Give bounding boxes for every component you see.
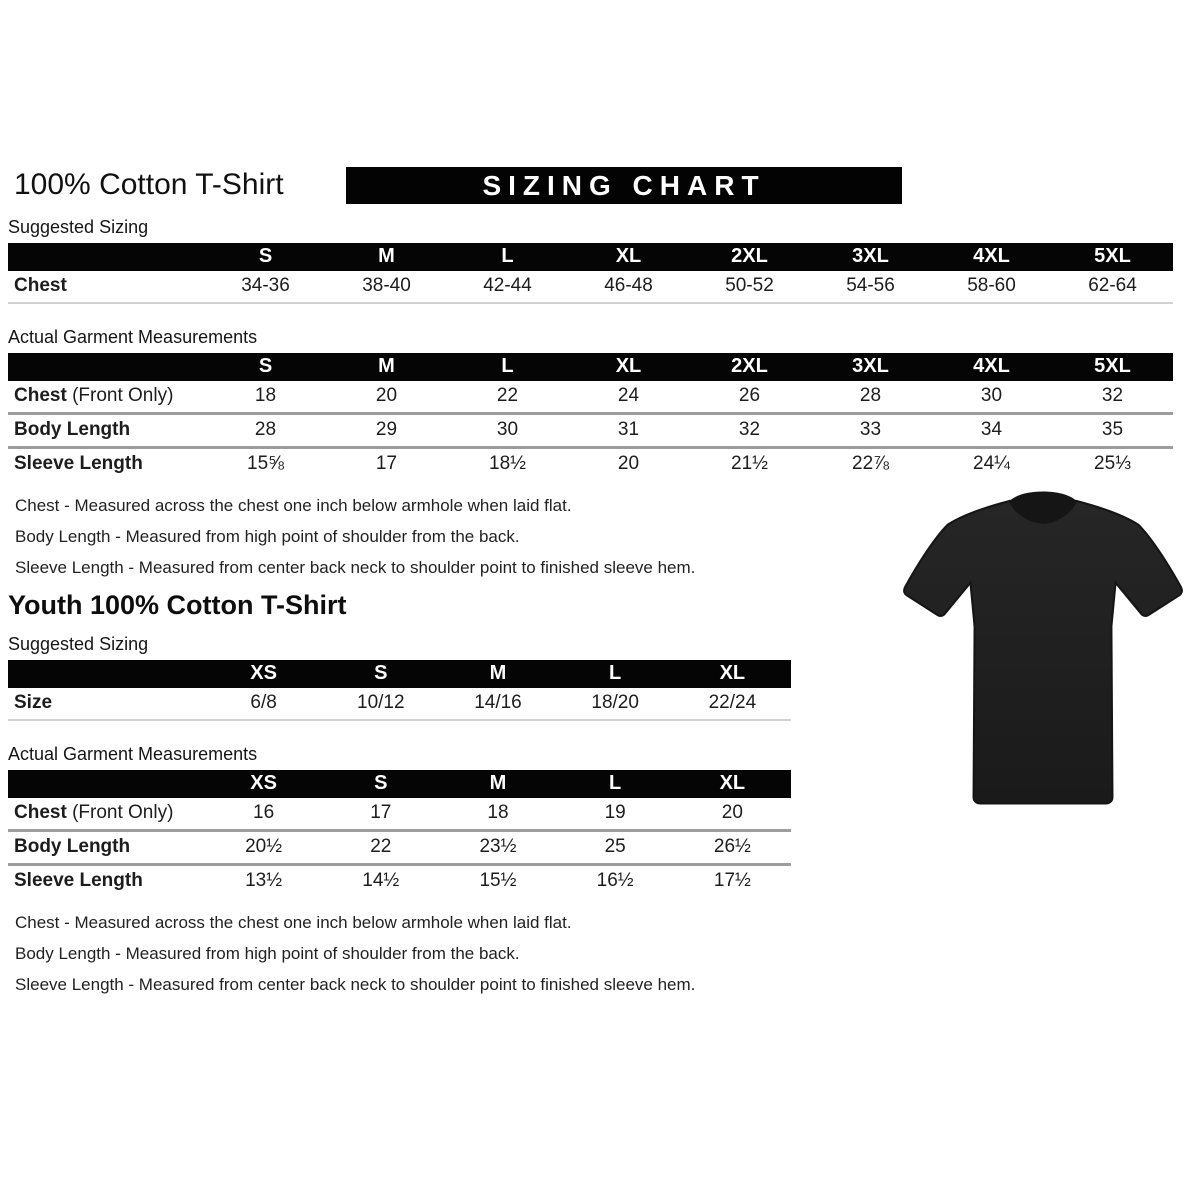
size-column-header: 5XL [1052, 243, 1173, 271]
value-cell: 32 [689, 414, 810, 448]
note-line: Body Length - Measured from high point of shoulder from the back. [15, 527, 520, 546]
table-row [8, 381, 1173, 414]
table-row [8, 831, 791, 865]
size-column-header: 4XL [931, 243, 1052, 271]
value-cell: 19 [604, 802, 626, 823]
tshirt-icon [886, 476, 1200, 818]
size-column-header: 4XL [931, 353, 1052, 381]
size-column-header: XL [674, 770, 791, 798]
table-row [8, 688, 791, 720]
note-line: Body Length - Measured from high point of shoulder from the back. [15, 944, 520, 963]
value-cell: 28 [859, 385, 882, 406]
value-cell: 31 [568, 414, 689, 448]
header-spacer-cell [8, 243, 205, 271]
value-cell: 23½ [439, 831, 556, 865]
youth-suggested-sizing-table [8, 660, 791, 721]
adult-suggested-sizing-label: Suggested Sizing [8, 217, 149, 237]
value-cell: 62-64 [1052, 271, 1173, 303]
table-row [8, 414, 1173, 448]
header-row [0, 0, 1200, 204]
size-column-header: S [322, 770, 439, 798]
row-label-cell: Sleeve Length [8, 865, 205, 898]
value-cell: 18 [487, 802, 509, 823]
value-cell: 13½ [205, 865, 322, 898]
value-cell: 35 [1052, 414, 1173, 448]
size-column-header: M [439, 770, 556, 798]
value-cell: 21½ [689, 448, 810, 481]
value-cell: 24 [617, 385, 640, 406]
value-cell: 20 [721, 802, 743, 823]
size-column-header: L [557, 770, 674, 798]
header-spacer-cell [8, 770, 205, 798]
note-line: Sleeve Length - Measured from center back neck to shoulder point to finished sleeve hem. [15, 975, 696, 994]
size-column-header: S [205, 353, 326, 381]
value-cell: 30 [980, 385, 1003, 406]
value-cell: 30 [447, 414, 568, 448]
value-cell: 34 [931, 414, 1052, 448]
size-header-row [8, 243, 1173, 271]
size-column-header: 5XL [1052, 353, 1173, 381]
value-cell: 26½ [674, 831, 791, 865]
size-column-header: L [447, 353, 568, 381]
size-column-header: L [447, 243, 568, 271]
adult-measurements-table [8, 353, 1173, 480]
header-spacer-cell [8, 660, 205, 688]
size-column-header: 3XL [810, 353, 931, 381]
row-label-cell: Chest (Front Only) [14, 385, 174, 406]
value-cell: 16 [253, 802, 275, 823]
note-line: Sleeve Length - Measured from center back neck to shoulder point to finished sleeve hem. [15, 558, 696, 577]
row-label-cell: Body Length [8, 831, 205, 865]
size-header-row [8, 770, 791, 798]
table-row [8, 271, 1173, 303]
row-label-cell: Body Length [8, 414, 205, 448]
value-cell: 46-48 [568, 271, 689, 303]
size-column-header: XL [568, 353, 689, 381]
value-cell: 18/20 [557, 688, 674, 720]
value-cell: 50-52 [689, 271, 810, 303]
size-column-header: L [557, 660, 674, 688]
value-cell: 17 [370, 802, 392, 823]
value-cell: 33 [810, 414, 931, 448]
value-cell: 20 [568, 448, 689, 481]
size-column-header: 2XL [689, 353, 810, 381]
value-cell: 58-60 [931, 271, 1052, 303]
size-column-header: XL [568, 243, 689, 271]
adult-measurements-label: Actual Garment Measurements [8, 327, 258, 347]
size-column-header: S [322, 660, 439, 688]
size-column-header: XS [205, 660, 322, 688]
value-cell: 15½ [439, 865, 556, 898]
size-column-header: M [326, 353, 447, 381]
value-cell: 32 [1101, 385, 1124, 406]
value-cell: 24¼ [931, 448, 1052, 481]
sizing-chart-banner: SIZING CHART [346, 167, 902, 204]
youth-measurements-label: Actual Garment Measurements [8, 744, 258, 764]
header-spacer-cell [8, 353, 205, 381]
youth-suggested-sizing-label: Suggested Sizing [8, 634, 149, 654]
value-cell: 10/12 [322, 688, 439, 720]
value-cell: 22⅞ [810, 448, 931, 481]
adult-suggested-sizing-table [8, 243, 1173, 304]
value-cell: 42-44 [447, 271, 568, 303]
value-cell: 28 [205, 414, 326, 448]
value-cell: 6/8 [205, 688, 322, 720]
youth-measurements-table [8, 770, 791, 897]
youth-measurement-notes [15, 913, 1200, 995]
value-cell: 34-36 [205, 271, 326, 303]
table-row [8, 865, 791, 898]
note-line: Chest - Measured across the chest one inch below armhole when laid flat. [15, 496, 572, 515]
value-cell: 25⅓ [1052, 448, 1173, 481]
value-cell: 17 [326, 448, 447, 481]
size-column-header: XL [674, 660, 791, 688]
row-label-cell: Sleeve Length [8, 448, 205, 481]
value-cell: 14/16 [439, 688, 556, 720]
page-title: 100% Cotton T-Shirt [14, 168, 284, 201]
value-cell: 25 [557, 831, 674, 865]
size-column-header: M [326, 243, 447, 271]
value-cell: 54-56 [810, 271, 931, 303]
value-cell: 22/24 [674, 688, 791, 720]
black-tshirt-image [886, 476, 1200, 818]
value-cell: 29 [326, 414, 447, 448]
value-cell: 22 [496, 385, 519, 406]
value-cell: 18½ [447, 448, 568, 481]
value-cell: 14½ [322, 865, 439, 898]
size-column-header: M [439, 660, 556, 688]
value-cell: 17½ [674, 865, 791, 898]
youth-page-title: Youth 100% Cotton T-Shirt [8, 590, 347, 620]
row-label-cell: Size [8, 688, 205, 720]
value-cell: 16½ [557, 865, 674, 898]
table-row [8, 798, 791, 831]
value-cell: 26 [738, 385, 761, 406]
row-label-cell: Chest [8, 271, 205, 303]
size-column-header: S [205, 243, 326, 271]
size-header-row [8, 353, 1173, 381]
value-cell: 22 [322, 831, 439, 865]
value-cell: 20½ [205, 831, 322, 865]
size-column-header: 3XL [810, 243, 931, 271]
size-header-row [8, 660, 791, 688]
value-cell: 15⅝ [205, 448, 326, 481]
value-cell: 18 [254, 385, 277, 406]
size-column-header: XS [205, 770, 322, 798]
note-line: Chest - Measured across the chest one inch below armhole when laid flat. [15, 913, 572, 932]
size-column-header: 2XL [689, 243, 810, 271]
value-cell: 20 [375, 385, 398, 406]
row-label-cell: Chest (Front Only) [14, 802, 174, 823]
value-cell: 38-40 [326, 271, 447, 303]
